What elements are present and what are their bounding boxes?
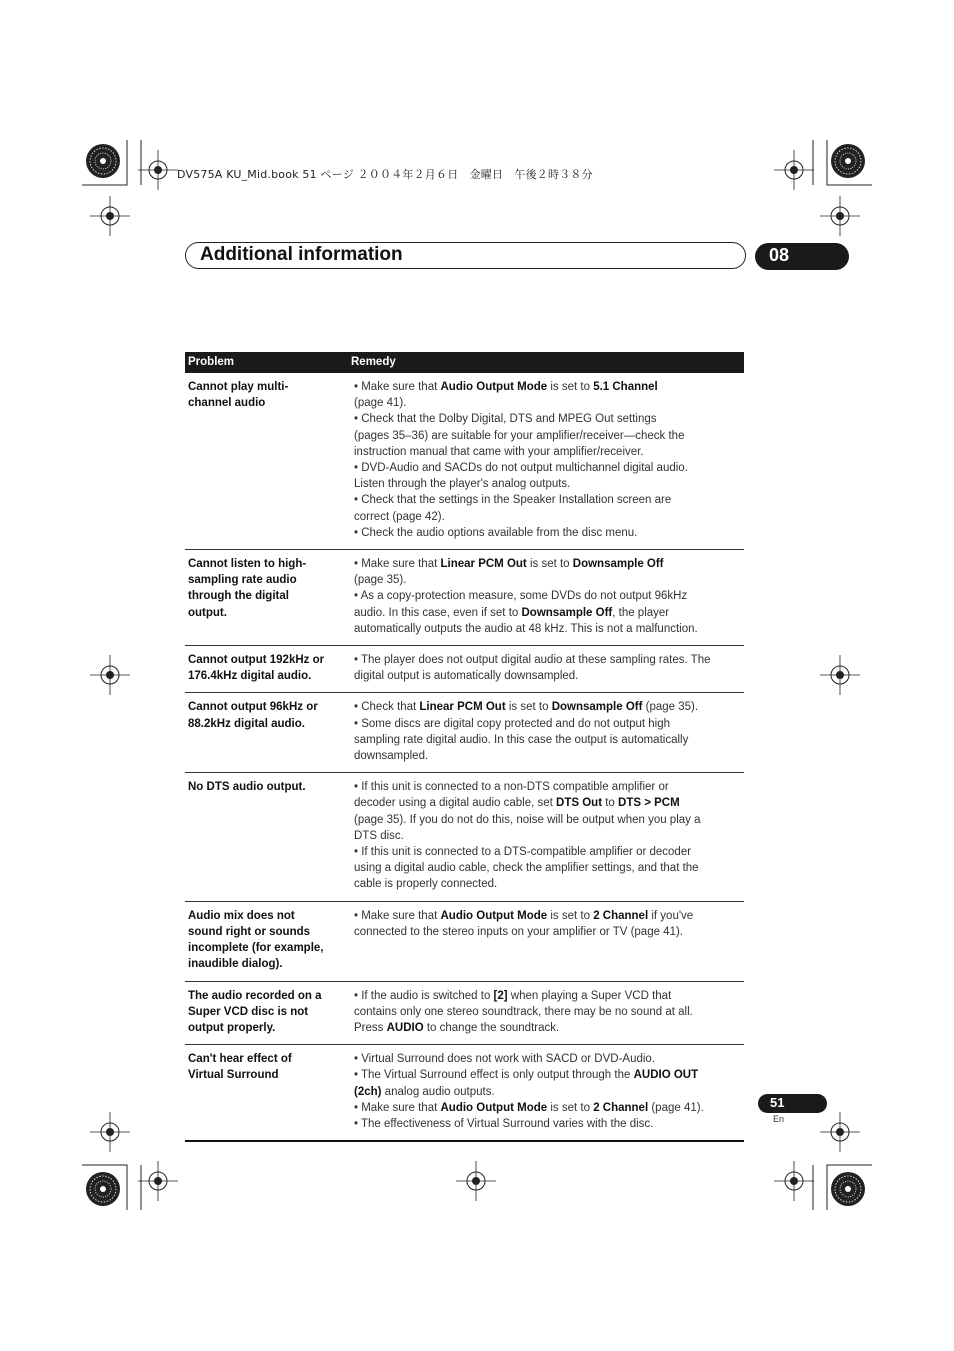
remedy-text: decoder using a digital audio cable, set bbox=[354, 797, 557, 810]
remedy-line bbox=[354, 1116, 742, 1132]
table-row bbox=[185, 901, 744, 981]
remedy-text: cable is properly connected. bbox=[354, 878, 498, 891]
remedy-text: • If this unit is connected to a non-DTS compatible amplifier or bbox=[354, 781, 669, 794]
table-row bbox=[185, 981, 744, 1045]
remedy-emphasis: Downsample Off bbox=[572, 558, 664, 571]
problem-line: The audio recorded on a bbox=[188, 989, 322, 1002]
header-remedy: Remedy bbox=[348, 352, 744, 373]
remedy-cell bbox=[348, 646, 744, 693]
remedy-text: Listen through the player's analog outputs. bbox=[354, 478, 571, 491]
remedy-line bbox=[354, 492, 742, 508]
remedy-text: Press bbox=[354, 1021, 387, 1034]
header-problem: Problem bbox=[185, 352, 348, 373]
remedy-text: • Check that the Dolby Digital, DTS and MPEG Out settings bbox=[354, 413, 657, 426]
remedy-line bbox=[354, 1004, 742, 1020]
remedy-text: using a digital audio cable, check the amplifier settings, and that the bbox=[354, 862, 699, 875]
remedy-line bbox=[354, 699, 742, 715]
remedy-text: (pages 35–36) are suitable for your amplifier/receiver—check the bbox=[354, 429, 685, 442]
remedy-text: (page 35). If you do not do this, noise will be output when you play a bbox=[354, 813, 701, 826]
remedy-cell bbox=[348, 981, 744, 1045]
table-row bbox=[185, 773, 744, 901]
remedy-cell bbox=[348, 773, 744, 901]
remedy-emphasis: Audio Output Mode bbox=[440, 909, 548, 922]
remedy-text: • Make sure that bbox=[354, 909, 441, 922]
problem-line: output properly. bbox=[188, 1021, 276, 1034]
remedy-cell bbox=[348, 901, 744, 981]
remedy-text: • The effectiveness of Virtual Surround varies with the disc. bbox=[354, 1117, 654, 1130]
remedy-emphasis: Linear PCM Out bbox=[440, 558, 527, 571]
problem-line: Can't hear effect of bbox=[188, 1053, 292, 1066]
remedy-line bbox=[354, 428, 742, 444]
problem-cell bbox=[185, 693, 348, 773]
problem-line: sound right or sounds bbox=[188, 925, 311, 938]
table-header-row bbox=[185, 352, 744, 373]
remedy-emphasis: DTS > PCM bbox=[618, 797, 680, 810]
remedy-emphasis: DTS Out bbox=[556, 797, 603, 810]
problem-line: Virtual Surround bbox=[188, 1069, 279, 1082]
table-row bbox=[185, 550, 744, 646]
problem-line: incomplete (for example, bbox=[188, 942, 324, 955]
remedy-text: • If this unit is connected to a DTS-compatible amplifier or decoder bbox=[354, 846, 692, 859]
remedy-text: (page 35). bbox=[642, 701, 699, 714]
remedy-line bbox=[354, 460, 742, 476]
problem-cell bbox=[185, 550, 348, 646]
troubleshooting-table bbox=[185, 352, 744, 1142]
remedy-line bbox=[354, 588, 742, 604]
remedy-cell bbox=[348, 373, 744, 550]
problem-line: through the digital bbox=[188, 590, 289, 603]
table-row bbox=[185, 693, 744, 773]
remedy-text: correct (page 42). bbox=[354, 510, 445, 523]
remedy-text: (page 41). bbox=[648, 1101, 704, 1114]
remedy-text: is set to bbox=[547, 1101, 594, 1114]
remedy-line bbox=[354, 444, 742, 460]
remedy-line bbox=[354, 988, 742, 1004]
problem-line: Super VCD disc is not bbox=[188, 1005, 309, 1018]
table-row bbox=[185, 373, 744, 550]
chapter-badge bbox=[755, 243, 849, 270]
remedy-emphasis: 2 Channel bbox=[593, 909, 649, 922]
remedy-text: • DVD-Audio and SACDs do not output multichannel digital audio. bbox=[354, 462, 688, 475]
remedy-text: to change the soundtrack. bbox=[423, 1021, 560, 1034]
remedy-cell bbox=[348, 550, 744, 646]
remedy-text: connected to the stereo inputs on your amplifier or TV (page 41). bbox=[354, 925, 684, 938]
remedy-text: (page 41). bbox=[354, 397, 407, 410]
page-number: 51 bbox=[770, 1095, 785, 1110]
remedy-text: • The Virtual Surround effect is only output through the bbox=[354, 1069, 634, 1082]
remedy-cell bbox=[348, 693, 744, 773]
remedy-line bbox=[354, 621, 742, 637]
remedy-emphasis: Downsample Off bbox=[551, 701, 643, 714]
remedy-line bbox=[354, 748, 742, 764]
remedy-text: (page 35). bbox=[354, 574, 407, 587]
remedy-text: automatically outputs the audio at 48 kHz. This is not a malfunction. bbox=[354, 622, 698, 635]
remedy-line bbox=[354, 1067, 742, 1083]
remedy-line bbox=[354, 1051, 742, 1067]
remedy-line bbox=[354, 779, 742, 795]
problem-line: output. bbox=[188, 606, 227, 619]
remedy-text: • Make sure that bbox=[354, 1101, 441, 1114]
remedy-line bbox=[354, 476, 742, 492]
remedy-text: • As a copy-protection measure, some DVDs do not output 96kHz bbox=[354, 590, 688, 603]
remedy-text: , the player bbox=[612, 606, 670, 619]
remedy-emphasis: 2 Channel bbox=[593, 1101, 649, 1114]
remedy-text: sampling rate digital audio. In this case the output is automatically bbox=[354, 733, 689, 746]
remedy-emphasis: AUDIO OUT bbox=[633, 1069, 699, 1082]
remedy-text: is set to bbox=[505, 701, 552, 714]
remedy-line bbox=[354, 509, 742, 525]
remedy-emphasis: 5.1 Channel bbox=[593, 381, 658, 393]
remedy-line bbox=[354, 812, 742, 828]
remedy-text: DTS disc. bbox=[354, 829, 404, 842]
remedy-line bbox=[354, 668, 742, 684]
problem-cell bbox=[185, 773, 348, 901]
remedy-line bbox=[354, 572, 742, 588]
remedy-text: analog audio outputs. bbox=[381, 1085, 495, 1098]
remedy-line bbox=[354, 716, 742, 732]
remedy-line bbox=[354, 525, 742, 541]
remedy-emphasis: [2] bbox=[493, 989, 508, 1002]
remedy-line bbox=[354, 860, 742, 876]
remedy-text: • Make sure that bbox=[354, 381, 441, 393]
remedy-text: • Check that the settings in the Speaker Installation screen are bbox=[354, 494, 672, 507]
remedy-line bbox=[354, 605, 742, 621]
problem-line: sampling rate audio bbox=[188, 574, 297, 587]
table-row bbox=[185, 646, 744, 693]
remedy-line bbox=[354, 844, 742, 860]
problem-line: 88.2kHz digital audio. bbox=[188, 717, 305, 730]
problem-cell bbox=[185, 1045, 348, 1142]
problem-cell bbox=[185, 646, 348, 693]
remedy-line bbox=[354, 732, 742, 748]
remedy-line bbox=[354, 1084, 742, 1100]
problem-cell bbox=[185, 373, 348, 550]
remedy-line bbox=[354, 795, 742, 811]
remedy-line bbox=[354, 908, 742, 924]
remedy-text: is set to bbox=[547, 381, 594, 393]
remedy-text: audio. In this case, even if set to bbox=[354, 606, 522, 619]
section-title: Additional information bbox=[200, 244, 403, 265]
remedy-text: • The player does not output digital audio at these sampling rates. The bbox=[354, 654, 711, 667]
language-label: En bbox=[773, 1114, 785, 1124]
problem-line: Cannot output 96kHz or bbox=[188, 701, 318, 714]
print-header: DV575A KU_Mid.book 51 ページ ２００４年２月６日 金曜日 午後２時３８分 bbox=[177, 168, 593, 181]
remedy-line bbox=[354, 556, 742, 572]
remedy-text: digital output is automatically downsampled. bbox=[354, 670, 579, 683]
remedy-text: • Check the audio options available from the disc menu. bbox=[354, 526, 638, 539]
problem-line: Cannot play multi- bbox=[188, 381, 289, 393]
remedy-line bbox=[354, 1100, 742, 1116]
problem-line: channel audio bbox=[188, 397, 266, 410]
remedy-text: to bbox=[602, 797, 619, 810]
remedy-text: • If the audio is switched to bbox=[354, 989, 494, 1002]
remedy-cell bbox=[348, 1045, 744, 1142]
remedy-text: instruction manual that came with your amplifier/receiver. bbox=[354, 445, 644, 458]
remedy-text: • Some discs are digital copy protected and do not output high bbox=[354, 717, 671, 730]
page-number-badge bbox=[758, 1094, 827, 1113]
remedy-text: • Check that bbox=[354, 701, 420, 714]
remedy-line bbox=[354, 1020, 742, 1036]
problem-cell bbox=[185, 981, 348, 1045]
remedy-text: • Make sure that bbox=[354, 558, 441, 571]
remedy-emphasis: Downsample Off bbox=[521, 606, 613, 619]
problem-line: inaudible dialog). bbox=[188, 958, 283, 971]
remedy-text: when playing a Super VCD that bbox=[507, 989, 672, 1002]
remedy-text: is set to bbox=[547, 909, 594, 922]
remedy-line bbox=[354, 652, 742, 668]
chapter-number: 08 bbox=[769, 245, 790, 265]
remedy-emphasis: AUDIO bbox=[386, 1021, 424, 1034]
remedy-emphasis: (2ch) bbox=[354, 1085, 382, 1098]
remedy-line bbox=[354, 876, 742, 892]
remedy-line bbox=[354, 924, 742, 940]
remedy-line bbox=[354, 395, 742, 411]
remedy-text: downsampled. bbox=[354, 750, 429, 763]
table-row bbox=[185, 1045, 744, 1142]
remedy-line bbox=[354, 379, 742, 395]
problem-cell bbox=[185, 901, 348, 981]
section-title-bar bbox=[185, 242, 746, 269]
problem-line: Audio mix does not bbox=[188, 909, 295, 922]
remedy-emphasis: Audio Output Mode bbox=[440, 381, 548, 393]
problem-line: Cannot listen to high- bbox=[188, 558, 307, 571]
problem-line: No DTS audio output. bbox=[188, 781, 306, 794]
problem-line: 176.4kHz digital audio. bbox=[188, 670, 312, 683]
remedy-text: is set to bbox=[526, 558, 573, 571]
remedy-line bbox=[354, 411, 742, 427]
problem-line: Cannot output 192kHz or bbox=[188, 654, 325, 667]
remedy-text: contains only one stereo soundtrack, there may be no sound at all. bbox=[354, 1005, 693, 1018]
remedy-emphasis: Linear PCM Out bbox=[419, 701, 506, 714]
remedy-emphasis: Audio Output Mode bbox=[440, 1101, 548, 1114]
remedy-text: if you've bbox=[648, 909, 694, 922]
remedy-text: • Virtual Surround does not work with SACD or DVD-Audio. bbox=[354, 1053, 656, 1066]
remedy-line bbox=[354, 828, 742, 844]
